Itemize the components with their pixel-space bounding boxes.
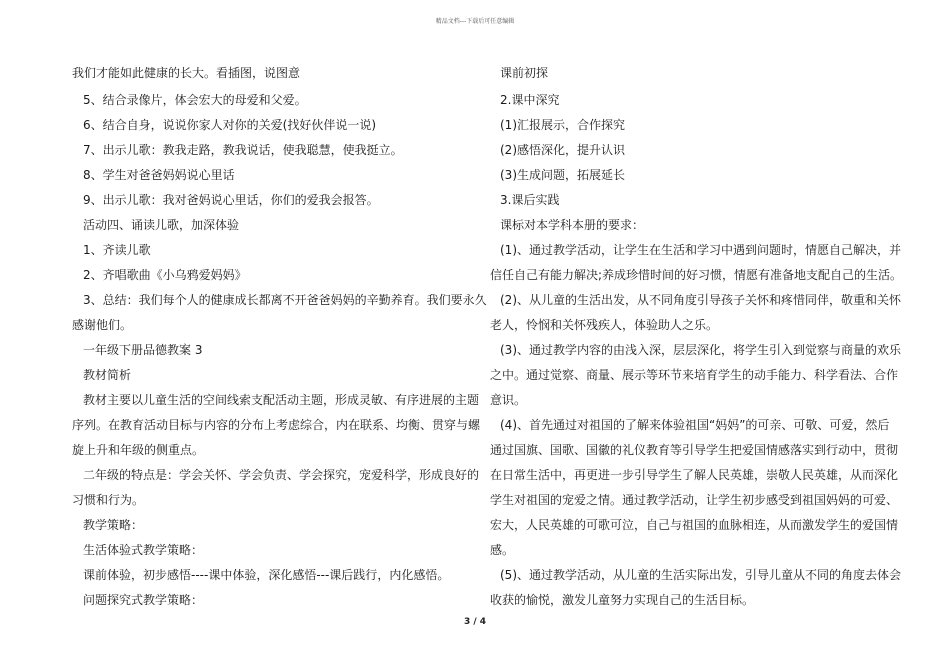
- text-line: (2)、从儿童的生活出发，从不同角度引导孩子关怀和疼惜同伴，敬重和关怀: [500, 293, 902, 307]
- text-line: 2.课中深究: [500, 93, 560, 107]
- text-line: 2、齐唱歌曲《小乌鸦爱妈妈》: [83, 268, 247, 282]
- text-line: 教材主要以儿童生活的空间线索支配活动主题，形成灵敏、有序进展的主题: [83, 393, 480, 407]
- text-line: 感谢他们。: [72, 318, 133, 332]
- text-line: 课前体验，初步感悟----课中体验，深化感悟---课后践行，内化感悟。: [83, 568, 450, 582]
- section-heading: 一年级下册品德教案 3: [83, 343, 203, 357]
- text-line: 老人，怜悯和关怀残疾人，体验助人之乐。: [490, 318, 719, 332]
- text-line: (1)汇报展示，合作探究: [500, 118, 625, 132]
- text-line: 活动四、诵读儿歌，加深体验: [83, 218, 240, 232]
- text-line: 意识。: [490, 393, 527, 407]
- text-line: 3、总结：我们每个人的健康成长都离不开爸爸妈妈的辛勤养育。我们要永久: [83, 293, 487, 307]
- text-line: 在日常生活中，再更进一步引导学生了解人民英雄，崇敬人民英雄，从而深化: [490, 468, 899, 482]
- text-line: 收获的愉悦，激发儿童努力实现自己的生活目标。: [490, 593, 755, 607]
- page-number: 3 / 4: [463, 617, 487, 627]
- text-line: 课前初探: [500, 66, 549, 80]
- text-line: (4)、首先通过对祖国的了解来体验祖国“妈妈”的可亲、可敬、可爱，然后: [500, 418, 890, 432]
- text-line: 旋上升和年级的侧重点。: [72, 443, 205, 457]
- text-line: 9、出示儿歌：我对爸妈说心里话，你们的爱我会报答。: [83, 193, 379, 207]
- text-line: (3)生成问题，拓展延长: [500, 168, 625, 182]
- text-line: 之中。通过觉察、商量、展示等环节来培育学生的动手能力、科学看法、合作: [490, 368, 899, 382]
- text-line: 序列。在教育活动目标与内容的分布上考虑综合，内在联系、均衡、贯穿与螺: [72, 418, 481, 432]
- text-line: 习惯和行为。: [72, 493, 145, 507]
- text-line: 问题探究式教学策略：: [83, 593, 204, 607]
- text-line: 1、齐读儿歌: [83, 243, 151, 257]
- text-line: 5、结合录像片，体会宏大的母爱和父爱。: [83, 93, 307, 107]
- text-line: 课标对本学科本册的要求：: [500, 218, 645, 232]
- text-line: 3.课后实践: [500, 193, 560, 207]
- text-line: 8、学生对爸爸妈妈说心里话: [83, 168, 235, 182]
- page-header: 精品文档---下载后可任意编辑: [435, 18, 515, 25]
- text-line: 学生对祖国的宠爱之情。通过教学活动，让学生初步感受到祖国妈妈的可爱、: [490, 493, 899, 507]
- text-line: 6、结合自身，说说你家人对你的关爱(找好伙伴说一说): [83, 118, 377, 132]
- text-line: (2)感悟深化，提升认识: [500, 143, 625, 157]
- text-line: (5)、通过教学活动，从儿童的生活实际出发，引导儿童从不同的角度去体会: [500, 568, 902, 582]
- text-line: 二年级的特点是：学会关怀、学会负责、学会探究，宠爱科学，形成良好的: [83, 468, 480, 482]
- text-line: 教材简析: [83, 368, 132, 382]
- text-line: 我们才能如此健康的长大。看插图，说图意: [72, 66, 301, 80]
- text-line: (1)、通过教学活动，让学生在生活和学习中遇到问题时，情愿自己解决，并: [500, 243, 902, 257]
- text-line: 7、出示儿歌：教我走路，教我说话，使我聪慧，使我挺立。: [83, 143, 403, 157]
- text-line: 信任自己有能力解决;养成珍惜时间的好习惯，情愿有准备地支配自己的生活。: [490, 268, 903, 282]
- text-line: (3)、通过教学内容的由浅入深，层层深化，将学生引入到觉察与商量的欢乐: [500, 343, 902, 357]
- text-line: 宏大，人民英雄的可歌可泣，自己与祖国的血脉相连，从而激发学生的爱国情: [490, 518, 899, 532]
- text-line: 感。: [490, 543, 515, 557]
- text-line: 通过国旗、国歌、国徽的礼仪教育等引导学生把爱国情感落实到行动中，贯彻: [490, 443, 899, 457]
- text-line: 生活体验式教学策略：: [83, 543, 204, 557]
- text-line: 教学策略：: [83, 518, 144, 532]
